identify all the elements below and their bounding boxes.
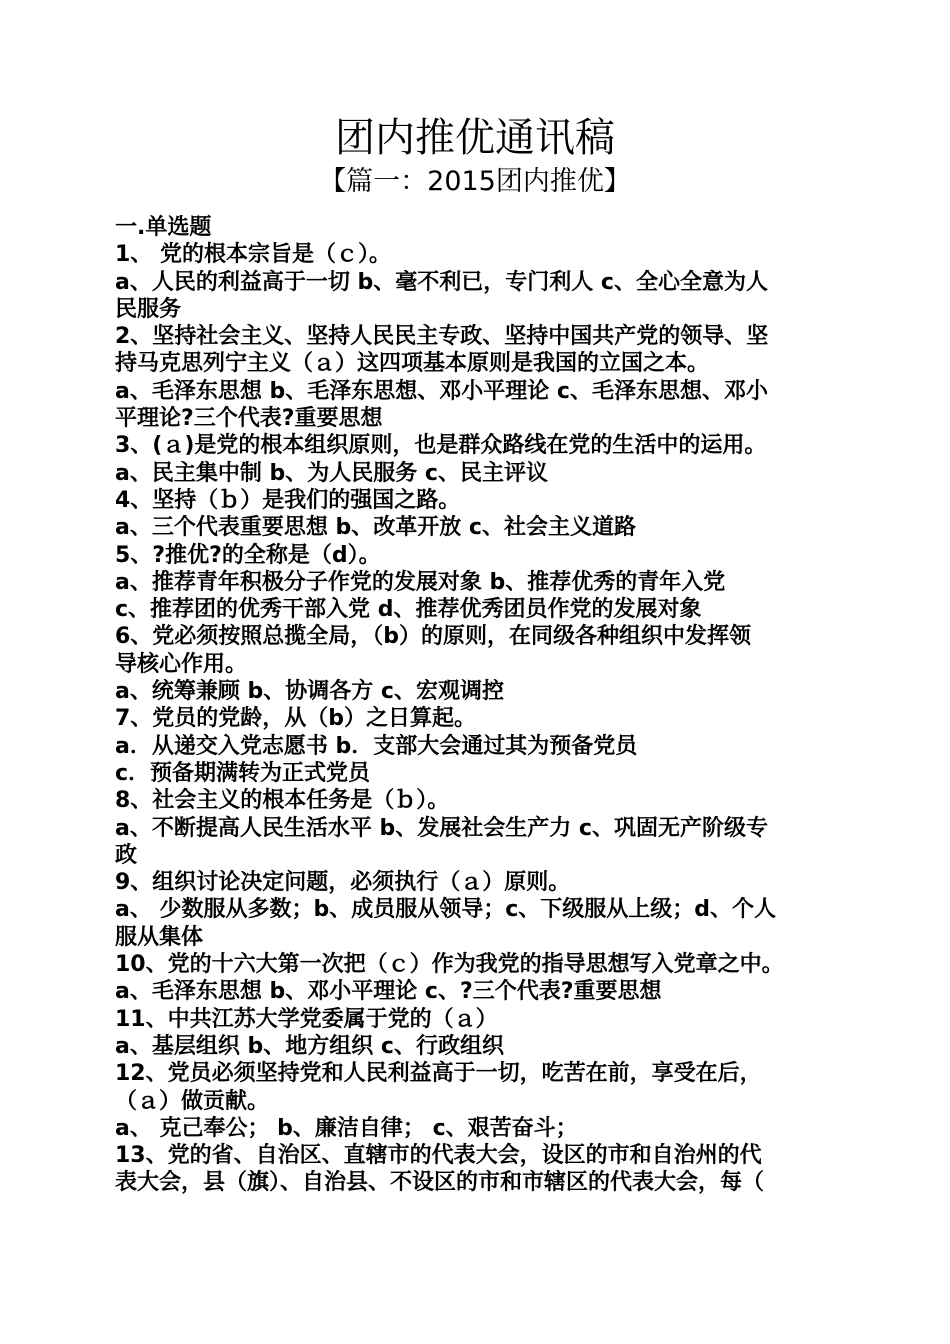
- text-line: 4、坚持（ｂ）是我们的强国之路。: [115, 487, 461, 513]
- text-line: 服从集体: [115, 924, 204, 950]
- text-line: 导核心作用。: [115, 651, 248, 677]
- text-line: 13、党的省、自治区、直辖市的代表大会，设区的市和自治州的代: [115, 1143, 762, 1169]
- text-line: a、三个代表重要思想 b、改革开放 c、社会主义道路: [115, 515, 636, 541]
- text-line: a、不断提高人民生活水平 b、发展社会生产力 c、巩固无产阶级专: [115, 815, 768, 841]
- document-body: [115, 214, 837, 1197]
- text-line: 6、党必须按照总揽全局，（b）的原则，在同级各种组织中发挥领: [115, 624, 752, 650]
- text-line: a、毛泽东思想 b、邓小平理论 c、?三个代表?重要思想: [115, 979, 662, 1005]
- text-line: 10、党的十六大第一次把（ｃ）作为我党的指导思想写入党章之中。: [115, 952, 784, 978]
- text-line: 7、党员的党龄，从（b）之日算起。: [115, 706, 477, 732]
- text-line: a．从递交入党志愿书 b．支部大会通过其为预备党员: [115, 733, 638, 759]
- text-line: （ａ）做贡献。: [115, 1088, 270, 1114]
- text-line: 一.单选题: [115, 215, 212, 240]
- text-line: c、推荐团的优秀干部入党 d、推荐优秀团员作党的发展对象: [115, 597, 702, 623]
- text-line: 政: [115, 842, 138, 868]
- text-line: 9、组织讨论决定问题，必须执行（ａ）原则。: [115, 870, 571, 896]
- text-line: 持马克思列宁主义（ａ）这四项基本原则是我国的立国之本。: [115, 351, 710, 377]
- text-line: a、民主集中制 b、为人民服务 c、民主评议: [115, 460, 548, 486]
- text-line: a、 克己奉公； b、廉洁自律； c、艰苦奋斗；: [115, 1115, 578, 1141]
- text-line: 12、党员必须坚持党和人民利益高于一切，吃苦在前，享受在后，: [115, 1061, 762, 1087]
- text-line: a、推荐青年积极分子作党的发展对象 b、推荐优秀的青年入党: [115, 569, 726, 595]
- text-line: 平理论?三个代表?重要思想: [115, 406, 383, 432]
- text-line: a、毛泽东思想 b、毛泽东思想、邓小平理论 c、毛泽东思想、邓小: [115, 378, 768, 404]
- text-line: c．预备期满转为正式党员: [115, 760, 371, 786]
- text-line: 1、 党的根本宗旨是（ｃ）。: [115, 242, 391, 268]
- text-line: a、基层组织 b、地方组织 c、行政组织: [115, 1033, 504, 1059]
- text-line: 11、中共江苏大学党委属于党的（ａ）: [115, 1006, 498, 1032]
- page-subtitle: 【篇一：2015团内推优】: [319, 166, 631, 197]
- text-line: a、人民的利益高于一切 b、毫不利已，专门利人 c、全心全意为人: [115, 269, 768, 295]
- text-line: a、统筹兼顾 b、协调各方 c、宏观调控: [115, 679, 504, 705]
- text-line: 2、坚持社会主义、坚持人民民主专政、坚持中国共产党的领导、坚: [115, 324, 769, 350]
- text-line: a、 少数服从多数；b、成员服从领导；c、下级服从上级；d、个人: [115, 897, 777, 923]
- text-line: 5、?推优?的全称是（d）。: [115, 542, 381, 568]
- text-line: 民服务: [115, 296, 182, 322]
- text-line: 3、(ａ)是党的根本组织原则，也是群众路线在党的生活中的运用。: [115, 433, 767, 459]
- text-line: 8、社会主义的根本任务是（ｂ）。: [115, 788, 450, 814]
- page-title: 团内推优通讯稿: [335, 115, 615, 161]
- text-line: 表大会，县（旗）、自治县、不设区的市和市辖区的代表大会，每（: [115, 1170, 765, 1196]
